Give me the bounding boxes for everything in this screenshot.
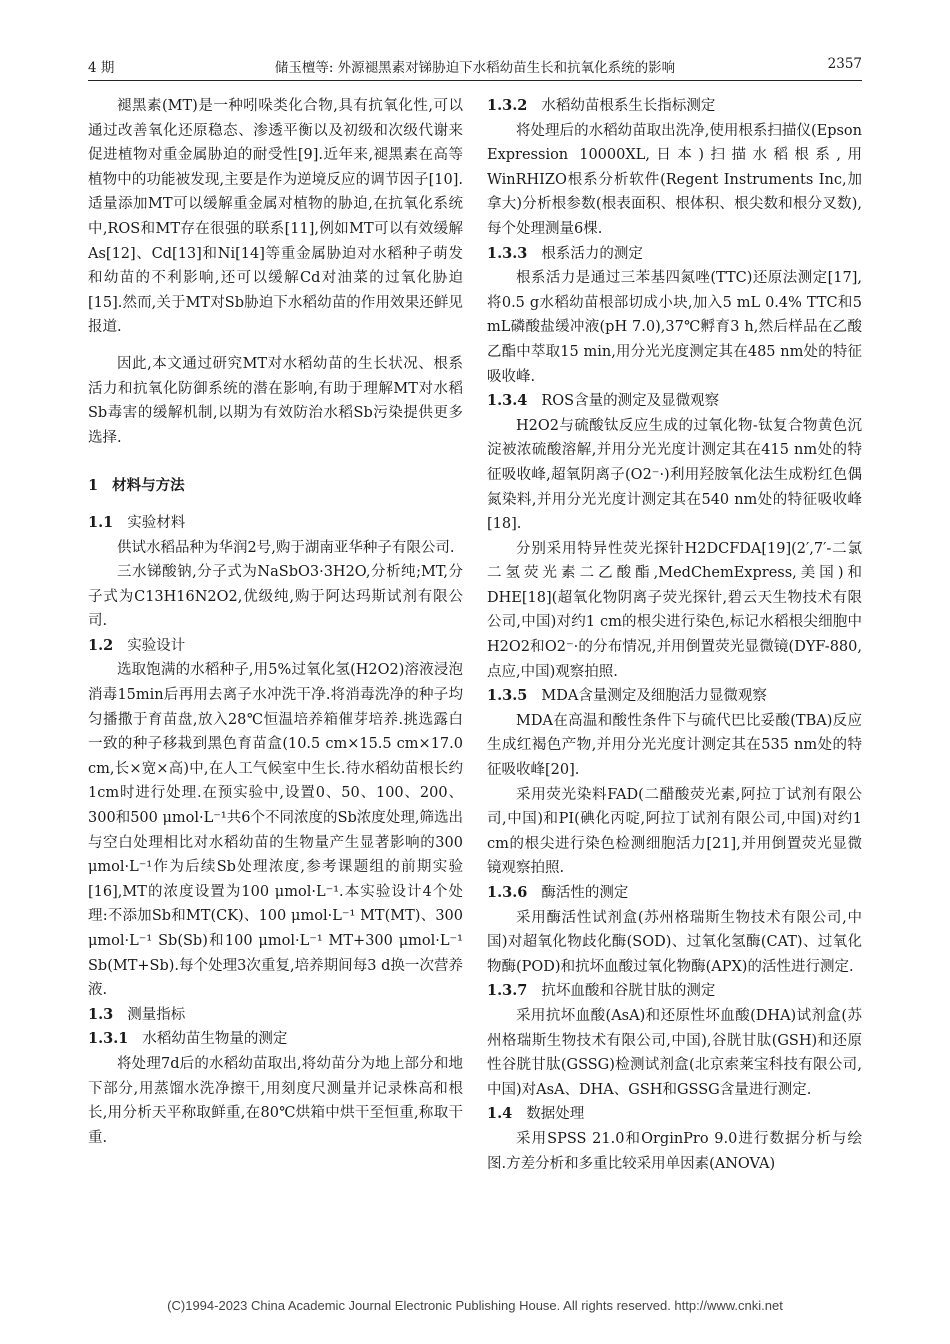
- right-column: [487, 94, 862, 1176]
- left-column: [88, 94, 463, 1150]
- subsection-heading: [487, 1102, 862, 1127]
- body-paragraph: 采用SPSS 21.0和OrginPro 9.0进行数据分析与绘图.方差分析和多重比较采用单因素(ANOVA): [487, 1130, 862, 1172]
- subsection-title: 测量指标: [127, 1006, 186, 1023]
- subsection-number: 1.3: [88, 1005, 114, 1023]
- subsubsection-number: 1.3.5: [487, 687, 528, 705]
- subsubsection-number: 1.3.3: [487, 244, 528, 262]
- subsubsection-number: 1.3.1: [88, 1030, 129, 1048]
- subsubsection-heading: [487, 881, 862, 906]
- page-number: 2357: [827, 56, 862, 72]
- issue-number: 4 期: [88, 60, 115, 76]
- header-rule: [88, 80, 862, 81]
- body-paragraph: MDA在高温和酸性条件下与硫代巴比妥酸(TBA)反应生成红褐色产物,并用分光光度计测定其在535 nm处的特征吸收峰[20].: [487, 712, 862, 779]
- body-paragraph: 采用荧光染料FAD(二醋酸荧光素,阿拉丁试剂有限公司,中国)和PI(碘化丙啶,阿拉丁试剂有限公司,中国)对约1 cm的根尖进行染色检测细胞活力[21],并用倒置荧光显微镜观察拍照.: [487, 786, 862, 877]
- subsubsection-title: ROS含量的测定及显微观察: [541, 393, 720, 410]
- body-paragraph: 将处理后的水稻幼苗取出洗净,使用根系扫描仪(Epson Expression 10000XL,日本)扫描水稻根系,用WinRHIZO根系分析软件(Regent Instruments Inc,加拿大)分析根参数(根表面积、根体积、根尖数和根分叉数),每个处理测量6棵.: [487, 122, 862, 237]
- subsubsection-number: 1.3.4: [487, 392, 528, 410]
- body-paragraph: 选取饱满的水稻种子,用5%过氧化氢(H2O2)溶液浸泡消毒15min后再用去离子水冲洗干净.将消毒洗净的种子均匀播撒于育苗盘,放入28℃恒温培养箱催芽培养.挑选露白一致的种子移栽到黑色育苗盒(10.5 cm×15.5 cm×17.0 cm,长×宽×高)中,在人工气候室中生长.待水稻幼苗根长约1cm时进行处理.在预实验中,设置0、50、100、200、300和500 μmol·L⁻¹共6个不同浓度的Sb浓度处理,筛选出与空白处理相比对水稻幼苗的生物量产生显著影响的300 μmol·L⁻¹作为后续Sb处理浓度,参考课题组的前期实验[16],MT的浓度设置为100 μmol·L⁻¹.本实验设计4个处理:不添加Sb和MT(CK)、100 μmol·L⁻¹ MT(MT)、300 μmol·L⁻¹ Sb(Sb)和100 μmol·L⁻¹ MT+300 μmol·L⁻¹ Sb(MT+Sb).每个处理3次重复,培养期间每3 d换一次营养液.: [88, 662, 463, 999]
- intro-paragraph-1: 褪黑素(MT)是一种吲哚类化合物,具有抗氧化性,可以通过改善氧化还原稳态、渗透平衡以及初级和次级代谢来促进植物对重金属胁迫的耐受性[9].近年来,褪黑素在高等植物中的功能被发现,主要是作为逆境反应的调节因子[10].适量添加MT可以缓解重金属对植物的胁迫,在抗氧化系统中,ROS和MT存在很强的联系[11],例如MT可以有效缓解As[12]、Cd[13]和Ni[14]等重金属胁迫对水稻种子萌发和幼苗的不利影响,还可以缓解Cd对油菜的过氧化胁迫[15].然而,关于MT对Sb胁迫下水稻幼苗的作用效果还鲜见报道.: [88, 98, 463, 336]
- subsubsection-heading: [487, 94, 862, 119]
- copyright-footer: (C)1994-2023 China Academic Journal Electronic Publishing House. All rights reserved. http://www.cnki.net: [167, 1298, 783, 1313]
- subsubsection-heading: [88, 1027, 463, 1052]
- subsubsection-title: 抗坏血酸和谷胱甘肽的测定: [541, 983, 716, 1000]
- running-header: [88, 56, 862, 78]
- subsection-number: 1.4: [487, 1105, 513, 1123]
- subsubsection-title: 根系活力的测定: [541, 245, 643, 262]
- subsection-number: 1.2: [88, 636, 114, 654]
- section-title: 材料与方法: [112, 477, 185, 495]
- subsubsection-number: 1.3.2: [487, 97, 528, 114]
- section-number: 1: [88, 477, 99, 495]
- subsubsection-number: 1.3.6: [487, 884, 528, 901]
- body-paragraph: 分别采用特异性荧光探针H2DCFDA[19](2′,7′-二氯二氢荧光素二乙酸酯,MedChemExpress,美国)和DHE[18](超氧化物阴离子荧光探针,碧云天生物技术有限公司,中国)对约1 cm的根尖进行染色,标记水稻根尖细胞中H2O2和O2⁻·的分布情况,并用倒置荧光显微镜(DYF-880,点应,中国)观察拍照.: [487, 540, 862, 680]
- running-title: 储玉檀等: 外源褪黑素对锑胁迫下水稻幼苗生长和抗氧化系统的影响: [274, 60, 676, 76]
- subsection-title: 实验设计: [127, 637, 186, 654]
- subsection-title: 实验材料: [127, 514, 186, 531]
- subsection-heading: [88, 1003, 463, 1028]
- body-paragraph: 三水锑酸钠,分子式为NaSbO3·3H2O,分析纯;MT,分子式为C13H16N2O2,优级纯,购于阿达玛斯试剂有限公司.: [88, 564, 463, 630]
- body-paragraph: 将处理7d后的水稻幼苗取出,将幼苗分为地上部分和地下部分,用蒸馏水洗净擦干,用刻度尺测量并记录株高和根长,用分析天平称取鲜重,在80℃烘箱中烘干至恒重,称取干重.: [88, 1055, 463, 1146]
- subsection-heading: [88, 634, 463, 659]
- subsubsection-heading: [487, 242, 862, 267]
- subsubsection-heading: [487, 684, 862, 709]
- subsubsection-title: 水稻幼苗根系生长指标测定: [541, 98, 716, 114]
- intro-paragraph-2: 因此,本文通过研究MT对水稻幼苗的生长状况、根系活力和抗氧化防御系统的潜在影响,有助于理解MT对水稻Sb毒害的缓解机制,以期为有效防治水稻Sb污染提供更多选择.: [88, 355, 463, 446]
- subsubsection-heading: [487, 389, 862, 414]
- subsection-heading: [88, 511, 463, 536]
- subsubsection-title: MDA含量测定及细胞活力显微观察: [541, 688, 767, 705]
- subsubsection-title: 水稻幼苗生物量的测定: [142, 1031, 288, 1048]
- subsection-title: 数据处理: [526, 1106, 585, 1123]
- section-heading: [88, 474, 463, 499]
- body-paragraph: 采用抗坏血酸(AsA)和还原性坏血酸(DHA)试剂盒(苏州格瑞斯生物技术有限公司,中国),谷胱甘肽(GSH)和还原性谷胱甘肽(GSSG)检测试剂盒(北京索莱宝科技有限公司,中国)对AsA、DHA、GSH和GSSG含量进行测定.: [487, 1007, 862, 1098]
- body-paragraph: H2O2与硫酸钛反应生成的过氧化物-钛复合物黄色沉淀被浓硫酸溶解,并用分光光度计测定其在415 nm处的特征吸收峰,超氧阴离子(O2⁻·)利用羟胺氧化法生成粉红色偶氮染料,并用分光光度计测定其在540 nm处的特征吸收峰[18].: [487, 417, 862, 533]
- body-paragraph: 根系活力是通过三苯基四氮唑(TTC)还原法测定[17],将0.5 g水稻幼苗根部切成小块,加入5 mL 0.4% TTC和5 mL磷酸盐缓冲液(pH 7.0),37℃孵育3 h,然后样品在乙酸乙酯中萃取15 min,用分光光度测定其在485 nm处的特征吸收峰.: [487, 270, 862, 385]
- body-paragraph: 供试水稻品种为华润2号,购于湖南亚华种子有限公司.: [117, 539, 455, 556]
- subsection-number: 1.1: [88, 513, 114, 531]
- subsubsection-title: 酶活性的测定: [541, 885, 629, 901]
- subsubsection-number: 1.3.7: [487, 982, 528, 1000]
- subsubsection-heading: [487, 979, 862, 1004]
- body-paragraph: 采用酶活性试剂盒(苏州格瑞斯生物技术有限公司,中国)对超氧化物歧化酶(SOD)、过氧化氢酶(CAT)、过氧化物酶(POD)和抗坏血酸过氧化物酶(APX)的活性进行测定.: [487, 909, 862, 975]
